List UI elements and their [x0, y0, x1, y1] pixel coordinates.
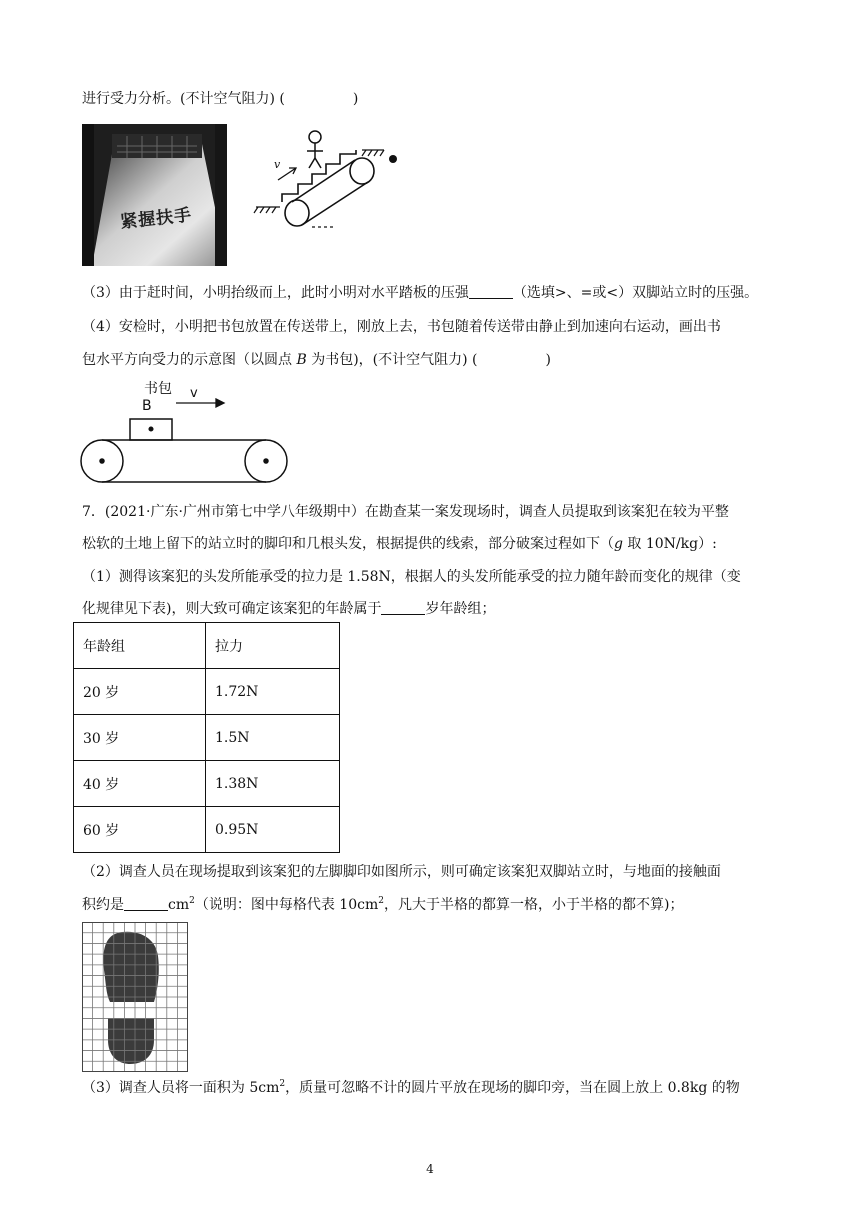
var-b: B [296, 352, 307, 368]
var-g: g [614, 536, 623, 552]
superscript: 2 [378, 896, 384, 906]
velocity-arrow [176, 399, 224, 407]
cell-age: 30 岁 [74, 715, 206, 761]
text: （选填>、=或<）双脚站立时的压强。 [512, 285, 759, 301]
question-7-line2 [82, 534, 717, 554]
footprint-shape [103, 932, 158, 1064]
grid-lines [82, 922, 188, 1072]
superscript: 2 [189, 896, 195, 906]
cell-tension: 1.5N [206, 715, 340, 761]
point-b-label: B [142, 398, 152, 414]
question-7-1-line2 [82, 599, 495, 619]
text: （3）由于赶时间，小明抬级而上，此时小明对水平踏板的压强 [82, 285, 469, 301]
age-tension-table [73, 622, 340, 853]
question-3 [82, 283, 758, 303]
text: 岁年龄组； [425, 601, 496, 617]
table-row [74, 807, 340, 853]
text: ) [352, 91, 359, 107]
table-header-row [74, 623, 340, 669]
answer-blank[interactable] [381, 600, 425, 615]
text: 取 10N/kg）: [622, 536, 717, 552]
table-row [74, 669, 340, 715]
question-7-line1 [82, 502, 729, 522]
escalator-photo [82, 124, 227, 266]
cell-tension: 1.38N [206, 761, 340, 807]
text: 松软的土地上留下的站立时的脚印和几根头发，根据提供的线索，部分破案过程如下（ [82, 536, 614, 552]
text: 进行受力分析。(不计空气阻力) ( [82, 91, 285, 107]
text: 为书包)，(不计空气阻力) ( [306, 352, 478, 368]
point-b [149, 427, 153, 431]
text: （3）调查人员将一面积为 5cm [82, 1080, 280, 1096]
text: 7．(2021·广东·广州市第七中学八年级期中）在勘查某一案发现场时，调查人员提取到该案犯在较为平整 [82, 504, 729, 520]
header-age-group: 年龄组 [74, 623, 206, 669]
question-7-2-line1 [82, 862, 721, 882]
conveyor-velocity-label: v [190, 386, 198, 401]
ground-hatch-right [362, 150, 384, 156]
table-row [74, 761, 340, 807]
text: 化规律见下表)，则大致可确定该案犯的年龄属于 [82, 601, 382, 617]
question-7-3 [82, 1078, 740, 1098]
text: （说明：图中每格代表 10cm [194, 897, 379, 913]
text: ，凡大于半格的都算一格，小于半格的都不算)； [383, 897, 684, 913]
answer-blank[interactable] [124, 896, 168, 911]
conveyor-diagram [80, 378, 292, 484]
velocity-label: v [274, 158, 281, 171]
text: 积约是 [82, 897, 124, 913]
text: cm [168, 897, 190, 913]
table-row [74, 715, 340, 761]
steps [282, 150, 356, 202]
line-force-analysis [82, 89, 358, 109]
page-number: 4 [426, 1162, 434, 1176]
text: （2）调查人员在现场提取到该案犯的左脚脚印如图所示，则可确定该案犯双脚站立时，与地面的接触面 [82, 864, 721, 880]
question-4-line1 [82, 317, 721, 337]
cell-tension: 0.95N [206, 807, 340, 853]
text: 包水平方向受力的示意图（以圆点 [82, 352, 297, 368]
text: ，质量可忽略不计的圆片平放在现场的脚印旁，当在圆上放上 0.8kg 的物 [285, 1080, 740, 1096]
velocity-arrow [278, 168, 296, 180]
text: （4）安检时，小明把书包放置在传送带上，刚放上去，书包随着传送带由静止到加速向右运动，画出书 [82, 319, 721, 335]
stick-figure [307, 131, 323, 168]
ball [389, 155, 397, 163]
cell-tension: 1.72N [206, 669, 340, 715]
text: （1）测得该案犯的头发所能承受的拉力是 1.58N，根据人的头发所能承受的拉力随年龄而变化的规律（变 [82, 569, 741, 585]
superscript: 2 [279, 1079, 286, 1089]
text: ) [545, 352, 551, 368]
photo-sign-text: 紧握扶手 [119, 205, 194, 233]
bag-label: 书包 [144, 381, 172, 397]
question-4-line2 [82, 350, 551, 370]
cell-age: 20 岁 [74, 669, 206, 715]
escalator-diagram [252, 124, 412, 234]
footprint-grid [82, 922, 188, 1072]
question-7-2-line2 [82, 895, 683, 915]
ground-hatch-left [254, 207, 280, 213]
cell-age: 60 岁 [74, 807, 206, 853]
answer-blank[interactable] [469, 284, 513, 299]
header-tension: 拉力 [206, 623, 340, 669]
cell-age: 40 岁 [74, 761, 206, 807]
question-7-1-line1 [82, 567, 741, 587]
